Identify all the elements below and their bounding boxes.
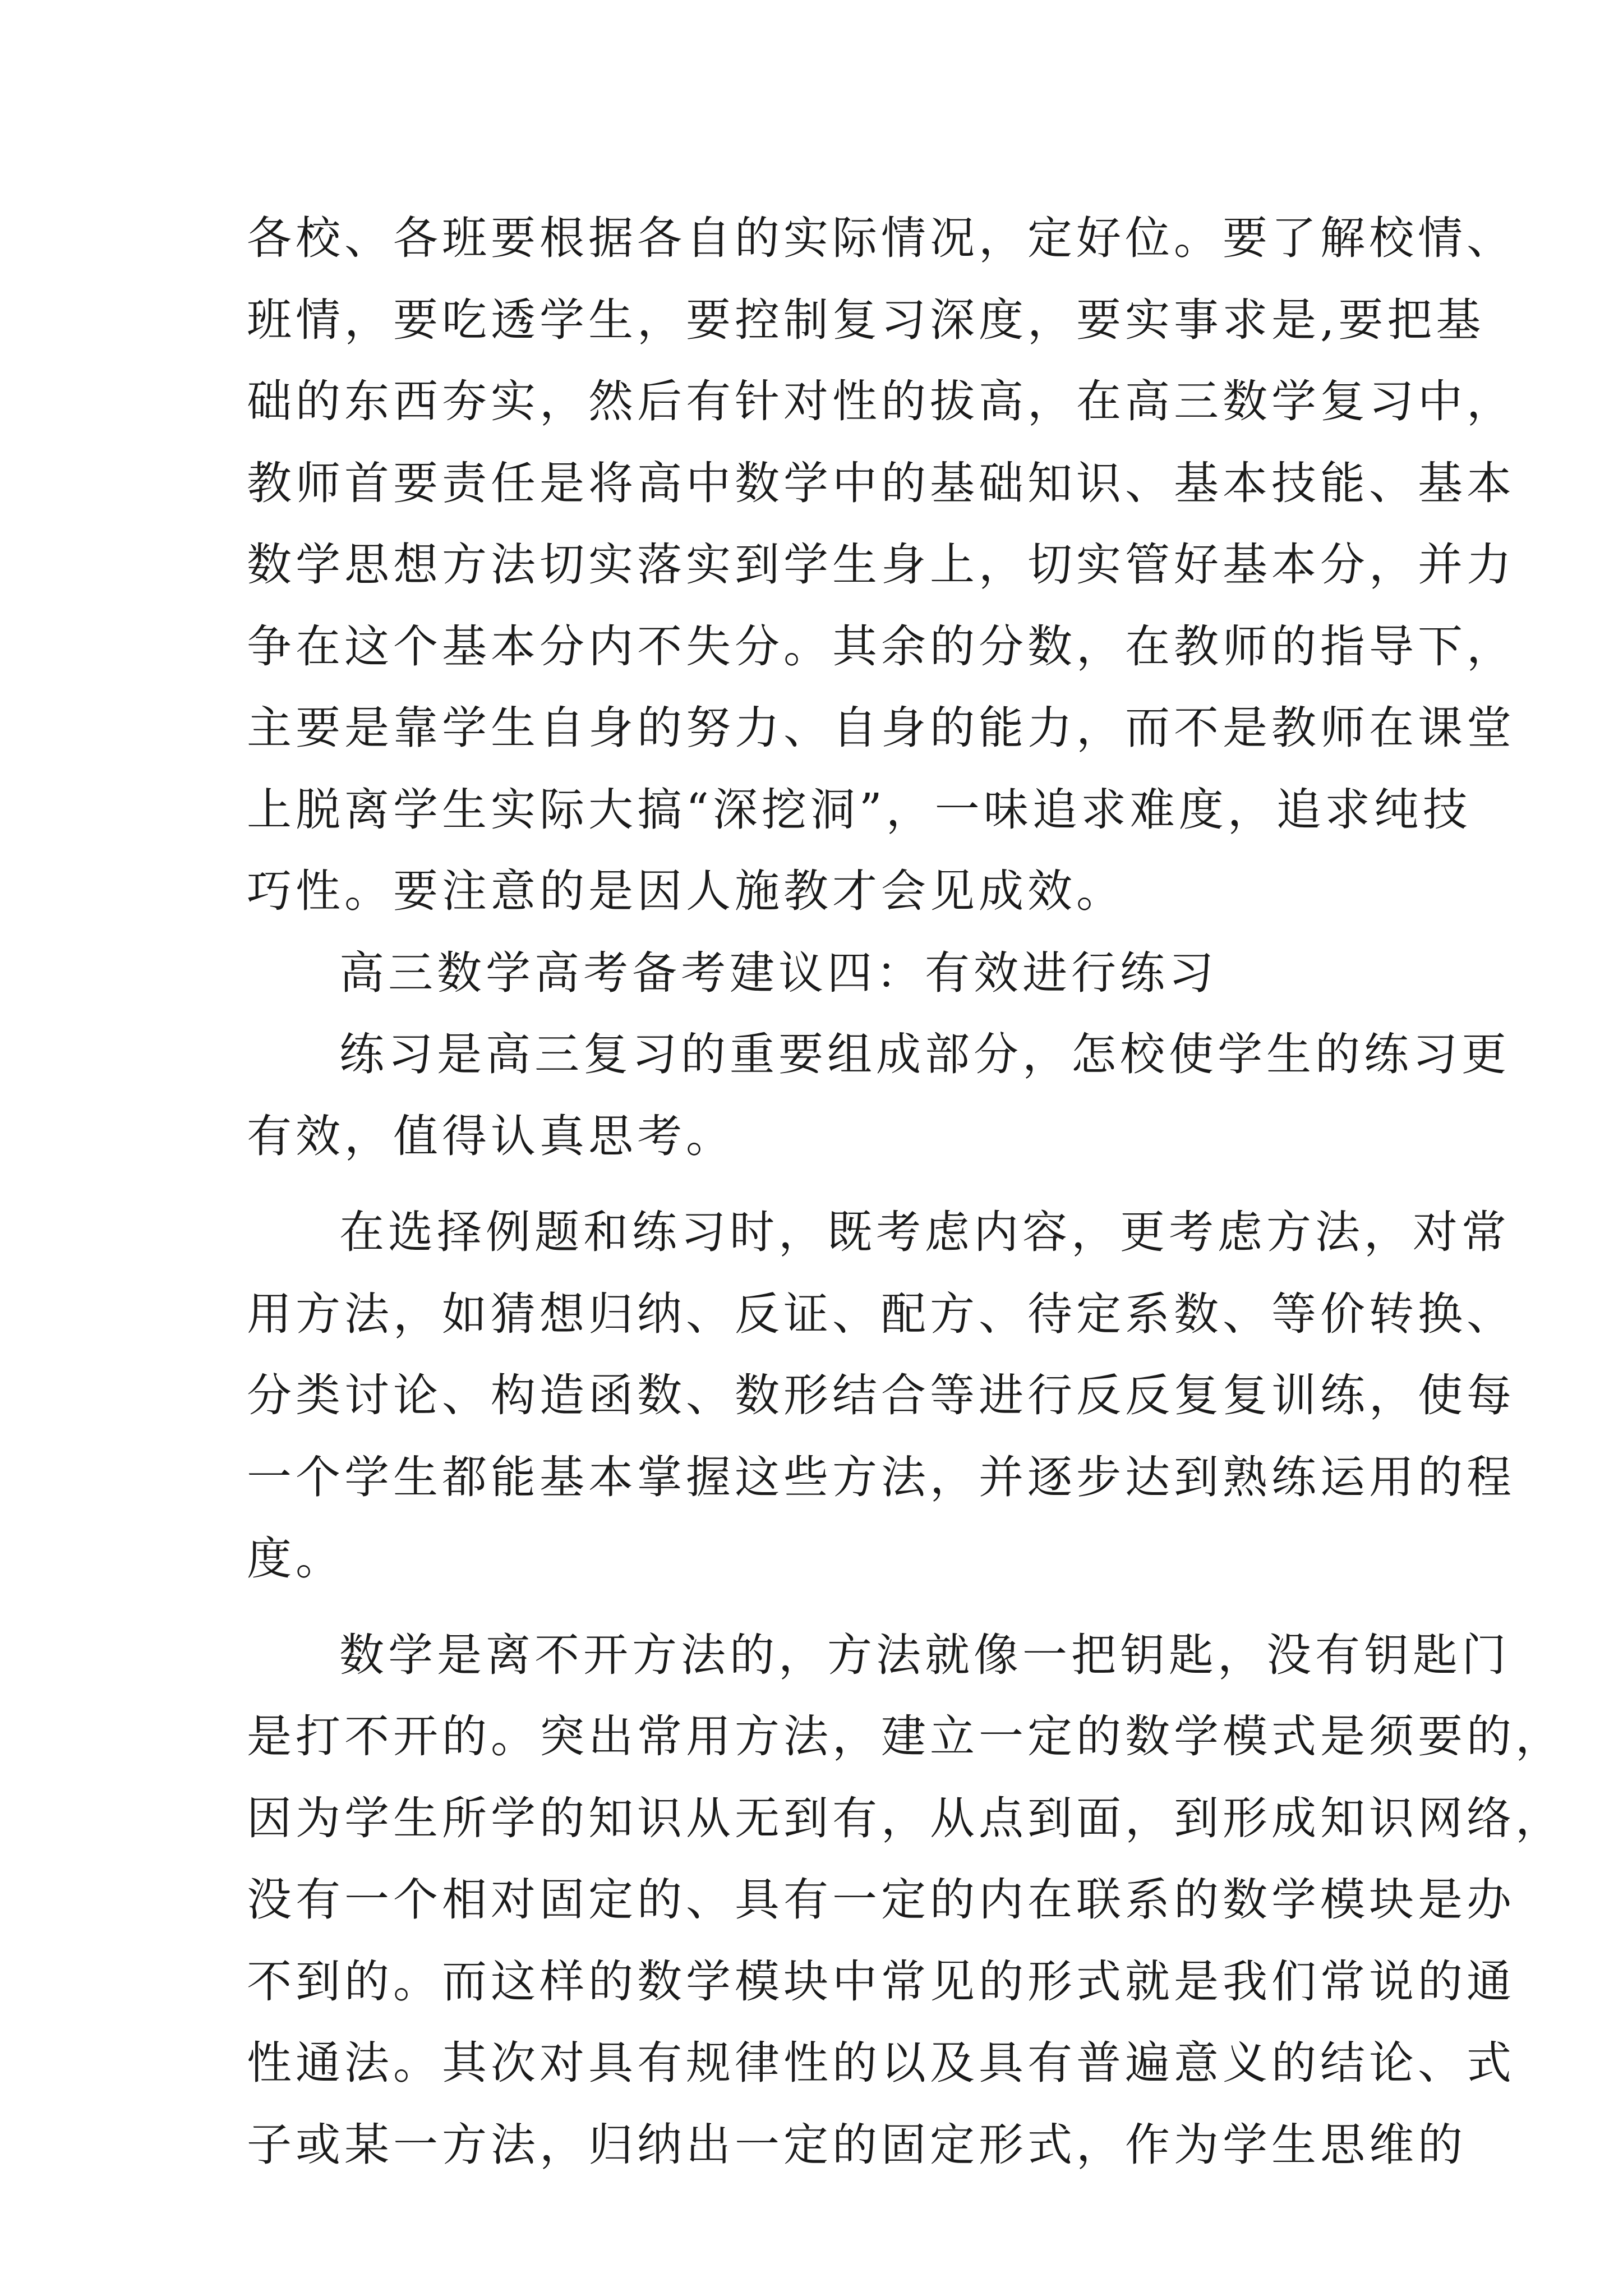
- text-line: 用方法，如猜想归纳、反证、配方、待定系数、等价转换、: [247, 1287, 1515, 1340]
- text-line: 上脱离学生实际大搞“深挖洞”，一味追求难度，追求纯技: [247, 783, 1472, 836]
- paragraph-3: [247, 1191, 1515, 1600]
- text-line: 争在这个基本分内不失分。其余的分数，在教师的指导下，: [247, 620, 1515, 673]
- paragraph-1: [247, 197, 1515, 932]
- text-line: 在选择例题和练习时，既考虑内容，更考虑方法，对常: [339, 1206, 1510, 1258]
- text-line: 班情，要吃透学生，要控制复习深度，要实事求是,要把基: [247, 293, 1485, 346]
- text-line: 练习是高三复习的重要组成部分，怎校使学生的练习更: [339, 1028, 1510, 1080]
- text-line: 主要是靠学生自身的努力、自身的能力，而不是教师在课堂: [247, 702, 1515, 754]
- text-line: 度。: [247, 1533, 344, 1585]
- text-line: 子或某一方法，归纳出一定的固定形式，作为学生思维的: [247, 2118, 1467, 2171]
- text-line: 性通法。其次对具有规律性的以及具有普遍意义的结论、式: [247, 2037, 1515, 2089]
- text-line: 是打不开的。突出常用方法，建立一定的数学模式是须要的，: [247, 1710, 1564, 1763]
- paragraph-spacing: [247, 1177, 1385, 1191]
- text-line: 没有一个相对固定的、具有一定的内在联系的数学模块是办: [247, 1874, 1515, 1926]
- paragraph-4: [247, 1614, 1564, 2186]
- heading-line: 高三数学高考备考建议四：有效进行练习: [339, 946, 1218, 999]
- text-line: 础的东西夯实，然后有针对性的拔高，在高三数学复习中，: [247, 375, 1515, 427]
- text-line: 数学思想方法切实落实到学生身上，切实管好基本分，并力: [247, 539, 1515, 591]
- document-body: [247, 197, 1564, 2185]
- text-line: 因为学生所学的知识从无到有，从点到面，到形成知识网络，: [247, 1792, 1564, 1844]
- paragraph-2: [247, 1014, 1510, 1177]
- paragraph-spacing: [247, 1600, 1385, 1614]
- text-line: 数学是离不开方法的，方法就像一把钥匙，没有钥匙门: [339, 1628, 1510, 1681]
- text-line: 一个学生都能基本掌握这些方法，并逐步达到熟练运用的程: [247, 1451, 1515, 1503]
- text-line: 教师首要责任是将高中数学中的基础知识、基本技能、基本: [247, 457, 1515, 509]
- text-line: 不到的。而这样的数学模块中常见的形式就是我们常说的通: [247, 1955, 1515, 2008]
- text-line: 分类讨论、构造函数、数形结合等进行反反复复训练，使每: [247, 1369, 1515, 1421]
- text-line: 有效，值得认真思考。: [247, 1110, 735, 1162]
- section-heading: [247, 932, 1385, 1014]
- text-line: 巧性。要注意的是因人施教才会见成效。: [247, 865, 1125, 917]
- text-line: 各校、各班要根据各自的实际情况，定好位。要了解校情、: [247, 212, 1515, 264]
